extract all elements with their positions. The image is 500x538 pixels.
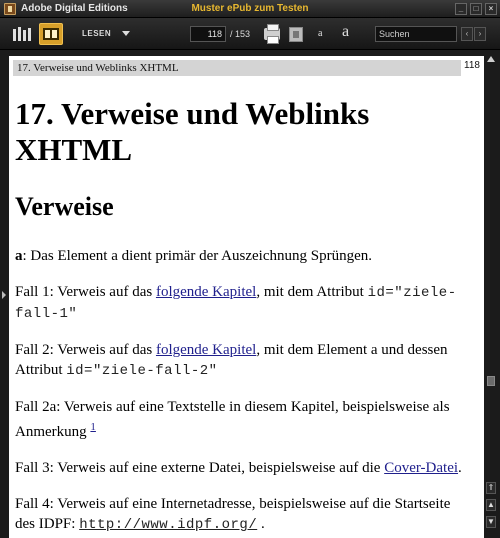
scroll-thumb[interactable] [487, 376, 495, 386]
vertical-scrollbar[interactable] [486, 56, 496, 538]
paragraph-fall-2a [15, 397, 473, 442]
toolbar [0, 18, 500, 50]
app-title: Adobe Digital Editions [21, 3, 128, 14]
paragraph-text: Fall 2a: Verweis auf eine Textstelle in diesem Kapitel, beispielsweise als Anmerkung [15, 399, 450, 440]
library-view-button[interactable] [10, 23, 34, 45]
increase-font-button[interactable] [342, 23, 349, 41]
close-button[interactable]: × [485, 3, 497, 15]
footnote-link[interactable]: 1 [90, 421, 96, 433]
decrease-font-button[interactable] [318, 28, 322, 39]
page-number-input[interactable] [190, 26, 226, 42]
fit-page-icon [289, 27, 303, 42]
small-a-glyph: a [318, 28, 323, 39]
paragraph-text: , mit dem Element a und dessen Attribut [15, 342, 448, 378]
maximize-button[interactable]: □ [470, 3, 482, 15]
reading-view-button[interactable] [39, 23, 63, 45]
printer-icon [264, 28, 280, 40]
paragraph-text: Fall 4: Verweis auf eine Internetadresse, beispielsweise auf die Startseite des IDPF: [15, 496, 451, 532]
link-idpf[interactable]: http://www.idpf.org/ [79, 517, 258, 533]
paragraph-text: Fall 1: Verweis auf das [15, 284, 156, 300]
link-folgende-kapitel-1[interactable]: folgende Kapitel [155, 284, 257, 300]
code-attribute: id="ziele-fall-1" [15, 285, 457, 322]
link-cover-datei[interactable]: Cover-Datei [384, 460, 459, 476]
title-bar [0, 0, 500, 18]
reading-pane [0, 51, 500, 538]
search-previous-button[interactable]: ‹ [461, 27, 473, 41]
page-number-label: 118 [464, 60, 480, 71]
paragraph-text: . [257, 516, 265, 532]
paragraph-text: Fall 2: Verweis auf das [15, 342, 156, 358]
page-total: / 153 [230, 29, 251, 39]
book-title: Muster ePub zum Testen [191, 3, 309, 14]
paragraph-fall-1 [15, 282, 473, 324]
scroll-to-top-button[interactable]: ⇑ [487, 483, 495, 492]
element-name: a [15, 248, 23, 264]
paragraph-text: . [458, 460, 462, 476]
window-controls [455, 3, 497, 15]
page-up-button[interactable]: ▲ [487, 500, 495, 509]
library-icon [13, 27, 31, 41]
print-button[interactable] [262, 23, 282, 45]
search-input[interactable] [375, 26, 457, 42]
page-down-button[interactable]: ▼ [487, 517, 495, 526]
section-heading: Verweise [15, 192, 114, 221]
fit-page-button[interactable] [286, 23, 306, 45]
paragraph-fall-3 [15, 458, 473, 478]
paragraph-element-a [15, 246, 473, 266]
link-folgende-kapitel-2[interactable]: folgende Kapitel [155, 342, 257, 358]
book-page [9, 56, 484, 538]
view-mode-label[interactable]: LESEN [82, 29, 112, 38]
running-header: 17. Verweise und Weblinks XHTML [13, 60, 461, 76]
open-book-icon [43, 28, 59, 40]
paragraph-text: , mit dem Attribut [256, 284, 368, 300]
minimize-button[interactable]: _ [455, 3, 467, 15]
paragraph-fall-4 [15, 494, 473, 535]
code-attribute: id="ziele-fall-2" [66, 363, 218, 379]
paragraph-text: Fall 3: Verweis auf eine externe Datei, beispielsweise auf die [15, 460, 385, 476]
page-content [15, 96, 473, 535]
sidebar-toggle-handle[interactable] [2, 291, 6, 299]
paragraph-fall-2 [15, 340, 473, 381]
chevron-down-icon[interactable] [122, 31, 130, 36]
large-a-glyph: a [342, 23, 350, 40]
paragraph-text: : Das Element a dient primär der Auszeichnung Sprüngen. [22, 248, 372, 264]
scroll-up-arrow-icon[interactable] [487, 56, 495, 62]
chapter-heading: 17. Verweise und Weblinks XHTML [15, 96, 370, 167]
search-next-button[interactable]: › [474, 27, 486, 41]
